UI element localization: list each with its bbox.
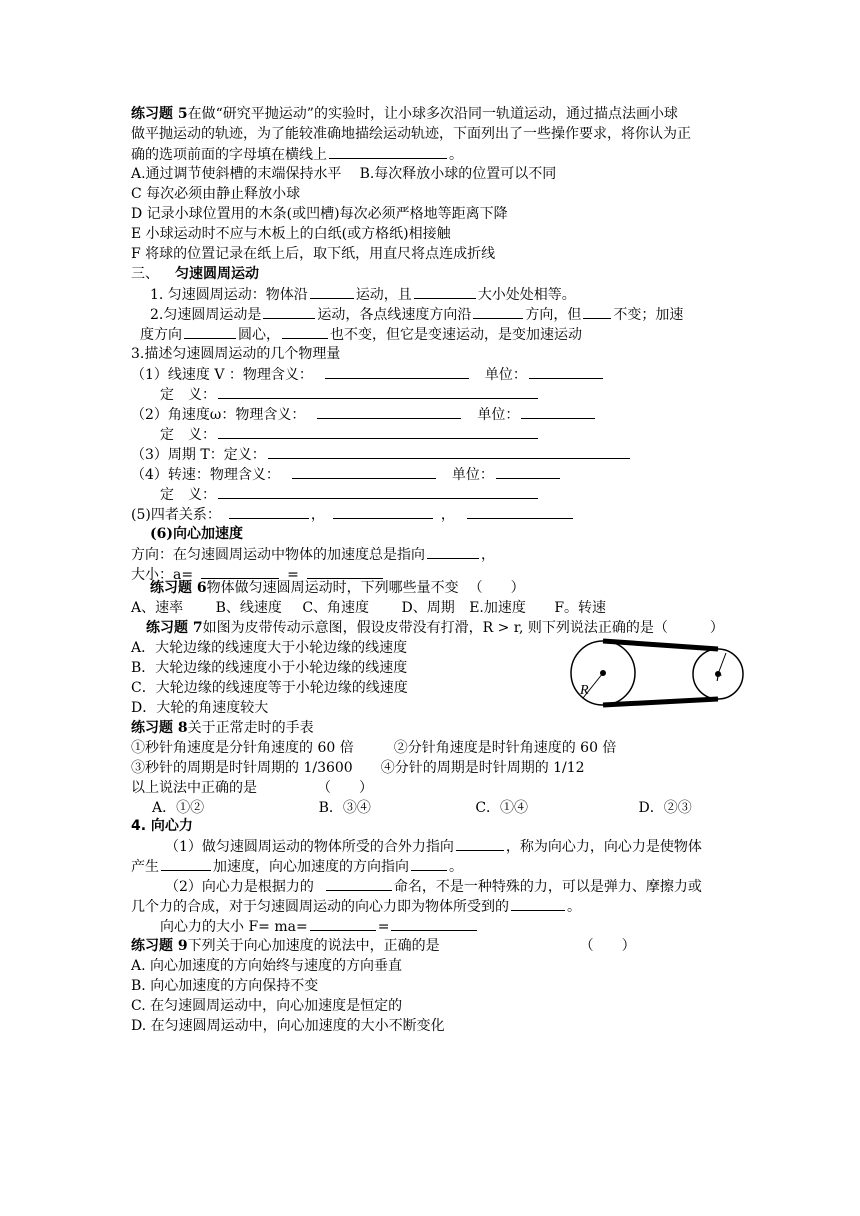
velocity-define-row: 定 义： <box>160 384 540 405</box>
sec3-p2-line1: 2.匀速圆周运动是 运动，各点线速度方向沿 方向，但 不变；加速 <box>150 304 683 325</box>
section-4-heading: 4. 向心力 <box>131 818 193 834</box>
ex9-option-a: A. 向心加速度的方向始终与速度的方向垂直 <box>131 958 403 974</box>
ex5-line1: 练习题 5在做“研究平抛运动”的实验时，让小球多次沿同一轨道运动，通过描点法画小球 <box>131 106 678 122</box>
centripetal-acc-heading: (6)向心加速度 <box>150 526 243 542</box>
ex7-option-b: B．大轮边缘的线速度小于小轮边缘的线速度 <box>131 660 408 676</box>
angular-define-row: 定 义： <box>160 424 540 445</box>
ex6-option-a: A、速率 <box>131 600 184 616</box>
ex6-question: 练习题 6物体做匀速圆周运动时，下列哪些量不变 （ ） <box>150 580 525 596</box>
sec3-p1: 1. 匀速圆周运动：物体沿 运动，且 大小处处相等。 <box>150 284 576 305</box>
sec4-p1-line1: （1）做匀速圆周运动的物体所受的合外力指向 ，称为向心力，向心力是使物体 <box>165 836 702 857</box>
ex5-option-c: C 每次必须由静止释放小球 <box>131 186 301 202</box>
ex7-option-d: D．大轮的角速度较大 <box>131 700 269 716</box>
period-row: （3）周期 T：定义： <box>131 444 632 465</box>
acc-direction: 方向：在匀速圆周运动中物体的加速度总是指向 ， <box>131 544 495 565</box>
ex7-option-a: A．大轮边缘的线速度大于小轮边缘的线速度 <box>131 640 408 656</box>
ex8-statements-1-2: ①秒针角速度是分针角速度的 60 倍 ②分针角速度是时针角速度的 60 倍 <box>131 740 617 756</box>
section-3-heading: 三、 匀速圆周运动 <box>131 266 259 282</box>
ex9-option-d: D. 在匀速圆周运动中，向心加速度的大小不断变化 <box>131 1018 445 1034</box>
answer-blank <box>329 144 447 159</box>
ex5-option-f: F 将球的位置记录在纸上后，取下纸，用直尺将点连成折线 <box>131 246 496 262</box>
ex8-options <box>152 798 692 818</box>
centripetal-force-formula: 向心力的大小 F= ma= = <box>160 916 479 937</box>
ex5-line2: 做平抛运动的轨迹，为了能较准确地描绘运动轨迹，下面列出了一些操作要求，将你认为正 <box>131 126 691 142</box>
ex5-option-a: A.通过调节使斜槽的末端保持水平 <box>131 166 342 182</box>
ex8-option-a: A．①② <box>152 800 205 816</box>
belt-top <box>603 641 718 649</box>
ex5-options-ab <box>131 164 556 184</box>
sec4-p2-line2: 几个力的合成，对于匀速圆周运动的向心力即为物体所受到的 。 <box>131 896 581 917</box>
ex6-option-b: B、线速度 <box>215 600 282 616</box>
sec3-p3: 3.描述匀速圆周运动的几个物理量 <box>131 346 341 362</box>
ex8-question: 练习题 8关于正常走时的手表 <box>131 720 314 736</box>
ex5-title: 练习题 5 <box>131 106 188 122</box>
ex5-option-b: B.每次释放小球的位置可以不同 <box>359 166 557 182</box>
ex8-statements-3-4: ③秒针的周期是时针周期的 1/3600 ④分针的周期是时针周期的 1/12 <box>131 760 585 776</box>
ex5-option-d: D 记录小球位置用的木条(或凹槽)每次必须严格地等距离下降 <box>131 206 508 222</box>
ex9-option-c: C. 在匀速圆周运动中，向心加速度是恒定的 <box>131 998 403 1014</box>
velocity-row: （1）线速度 V ：物理含义： 单位： <box>131 364 605 385</box>
ex6-option-f: F。转速 <box>554 600 607 616</box>
sec3-p2-line2: 度方向 圆心， 也不变，但它是变速运动，是变加速运动 <box>140 324 582 345</box>
ex7-question: 练习题 7如图为皮带传动示意图，假设皮带没有打滑，R > r, 则下列说法正确的是（ ） <box>146 620 724 636</box>
ex9-question: 练习题 9下列关于向心加速度的说法中，正确的是 （ ） <box>131 938 636 954</box>
belt-drive-diagram <box>560 628 750 728</box>
relation-row: (5)四者关系： ， ， <box>131 504 575 525</box>
ex5-line3: 确的选项前面的字母填在横线上 。 <box>131 144 463 165</box>
sec4-p1-line2: 产生 加速度，向心加速度的方向指向 。 <box>131 856 463 877</box>
label-r: r <box>716 670 722 685</box>
rotation-define-row: 定 义： <box>160 484 540 505</box>
ex9-option-b: B. 向心加速度的方向保持不变 <box>131 978 319 994</box>
ex5-option-e: E 小球运动时不应与木板上的白纸(或方格纸)相接触 <box>131 226 451 242</box>
ex8-option-b: B．③④ <box>318 800 371 816</box>
ex6-option-d: D、周期 <box>401 600 455 616</box>
ex6-option-c: C、角速度 <box>302 600 370 616</box>
ex7-option-c: C．大轮边缘的线速度等于小轮边缘的线速度 <box>131 680 408 696</box>
ex8-option-d: D．②③ <box>638 800 692 816</box>
sec4-p2-line1: （2）向心力是根据力的 命名，不是一种特殊的力，可以是弹力、摩擦力或 <box>165 876 702 897</box>
label-R: R <box>580 683 589 698</box>
ex6-option-e: E.加速度 <box>469 600 526 616</box>
ex6-options <box>131 598 606 618</box>
acc-magnitude: 大小：a= = <box>131 564 385 585</box>
rotation-speed-row: （4）转速：物理含义： 单位： <box>131 464 562 485</box>
angular-velocity-row: （2）角速度ω：物理含义： 单位： <box>131 404 597 425</box>
ex8-ask: 以上说法中正确的是 （ ） <box>131 780 373 796</box>
ex8-option-c: C．①④ <box>475 800 529 816</box>
